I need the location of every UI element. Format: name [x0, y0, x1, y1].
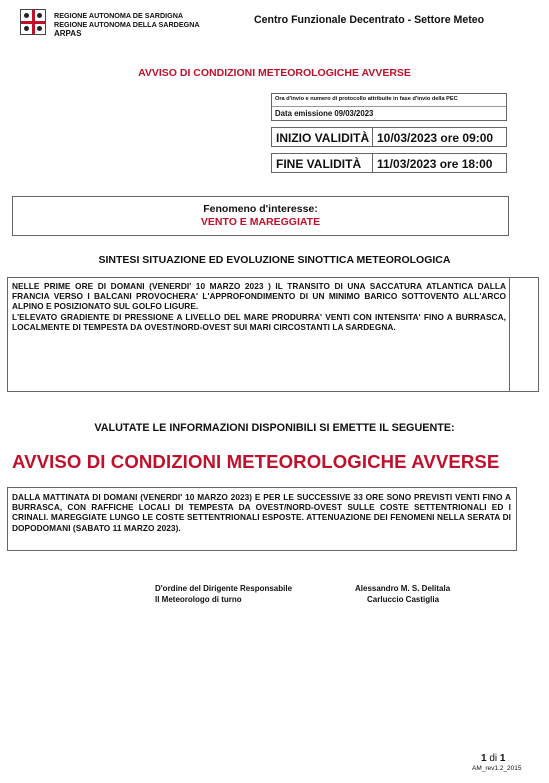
validity-start-label: INIZIO VALIDITÀ — [276, 131, 370, 145]
signature-role-1: D'ordine del Dirigente Responsabile — [155, 584, 293, 593]
signature-name-2: Carluccio Castiglia — [367, 595, 440, 604]
validity-start-row — [271, 127, 507, 147]
divider — [372, 154, 373, 172]
org-name-italian: REGIONE AUTONOMA DELLA SARDEGNA — [54, 20, 200, 29]
validity-end-row — [271, 153, 507, 173]
warning-box — [7, 487, 517, 551]
page-indicator — [481, 753, 505, 764]
phenomenon-value: VENTO E MAREGGIATE — [200, 216, 321, 228]
page-of: di — [489, 753, 498, 764]
evaluated-statement: VALUTATE LE INFORMAZIONI DISPONIBILI SI EMETTE IL SEGUENTE: — [94, 422, 455, 434]
divider — [272, 106, 506, 107]
signature-role-2: Il Meteorologo di turno — [155, 595, 242, 604]
signature-name-1: Alessandro M. S. Delitala — [355, 584, 451, 593]
validity-end-label: FINE VALIDITÀ — [276, 157, 362, 171]
emission-date: Data emissione 09/03/2023 — [275, 109, 374, 118]
synopsis-box — [7, 277, 510, 392]
validity-end-value: 11/03/2023 ore 18:00 — [377, 157, 493, 171]
document-title: AVVISO DI CONDIZIONI METEOROLOGICHE AVVERSE — [138, 67, 411, 79]
synopsis-heading: SINTESI SITUAZIONE ED EVOLUZIONE SINOTTICA METEOROLOGICA — [98, 254, 451, 266]
phenomenon-box — [12, 196, 509, 236]
sardinia-flag-logo — [20, 9, 46, 35]
page-total: 1 — [499, 753, 506, 764]
emission-box — [271, 93, 507, 121]
pec-note: Ora d'invio e numero di protocollo attribuite in fase d'invio della PEC — [275, 96, 458, 102]
warning-text: DALLA MATTINATA DI DOMANI (VENERDI' 10 MARZO 2023) E PER LE SUCCESSIVE 33 ORE SONO PREVISTI VENTI FINO A BURRASCA, CON RAFFICHE LOCALI DI TEMPESTA DA OVEST/NORD-OVEST SULLE COSTE SETTENTRIONALI ED I CRINALI. MAREGGIATE LUNGO LE COSTE SETTENTRIONALI ESPOSTE. ATTENUAZIONE DEI FENOMENI NELLA SERATA DI DOPODOMANI (SABATO 11 MARZO 2023). — [12, 492, 511, 533]
synopsis-side-cell — [510, 277, 539, 392]
org-name-sardinian: REGIONE AUTONOMA DE SARDIGNA — [54, 11, 184, 20]
synopsis-text: NELLE PRIME ORE DI DOMANI (VENERDI' 10 MARZO 2023 ) IL TRANSITO DI UNA SACCATURA ATLANTICA DALLA FRANCIA VERSO I BALCANI PROVOCHERA' L'APPROFONDIMENTO DI UN MINIMO BARICO SOTTOVENTO ALL'ARCO ALPINO E POSIZIONATO SUL GOLFO LIGURE. L'ELEVATO GRADIENTE DI PRESSIONE A LIVELLO DEL MARE PRODURRA' VENTI CON INTENSITA' FINO A BURRASCA, LOCALMENTE DI TEMPESTA DA OVEST/NORD-OVEST SUI MARI CIRCOSTANTI LA SARDEGNA. — [12, 281, 506, 332]
page-number: 1 — [481, 753, 487, 764]
revision-code: AM_rev1.2_2015 — [472, 765, 522, 772]
divider — [372, 128, 373, 146]
phenomenon-label: Fenomeno d'interesse: — [203, 203, 318, 215]
validity-start-value: 10/03/2023 ore 09:00 — [377, 131, 494, 145]
center-name: Centro Funzionale Decentrato - Settore Meteo — [254, 14, 485, 26]
warning-title: AVVISO DI CONDIZIONI METEOROLOGICHE AVVERSE — [12, 451, 500, 472]
org-acronym: ARPAS — [54, 29, 82, 38]
